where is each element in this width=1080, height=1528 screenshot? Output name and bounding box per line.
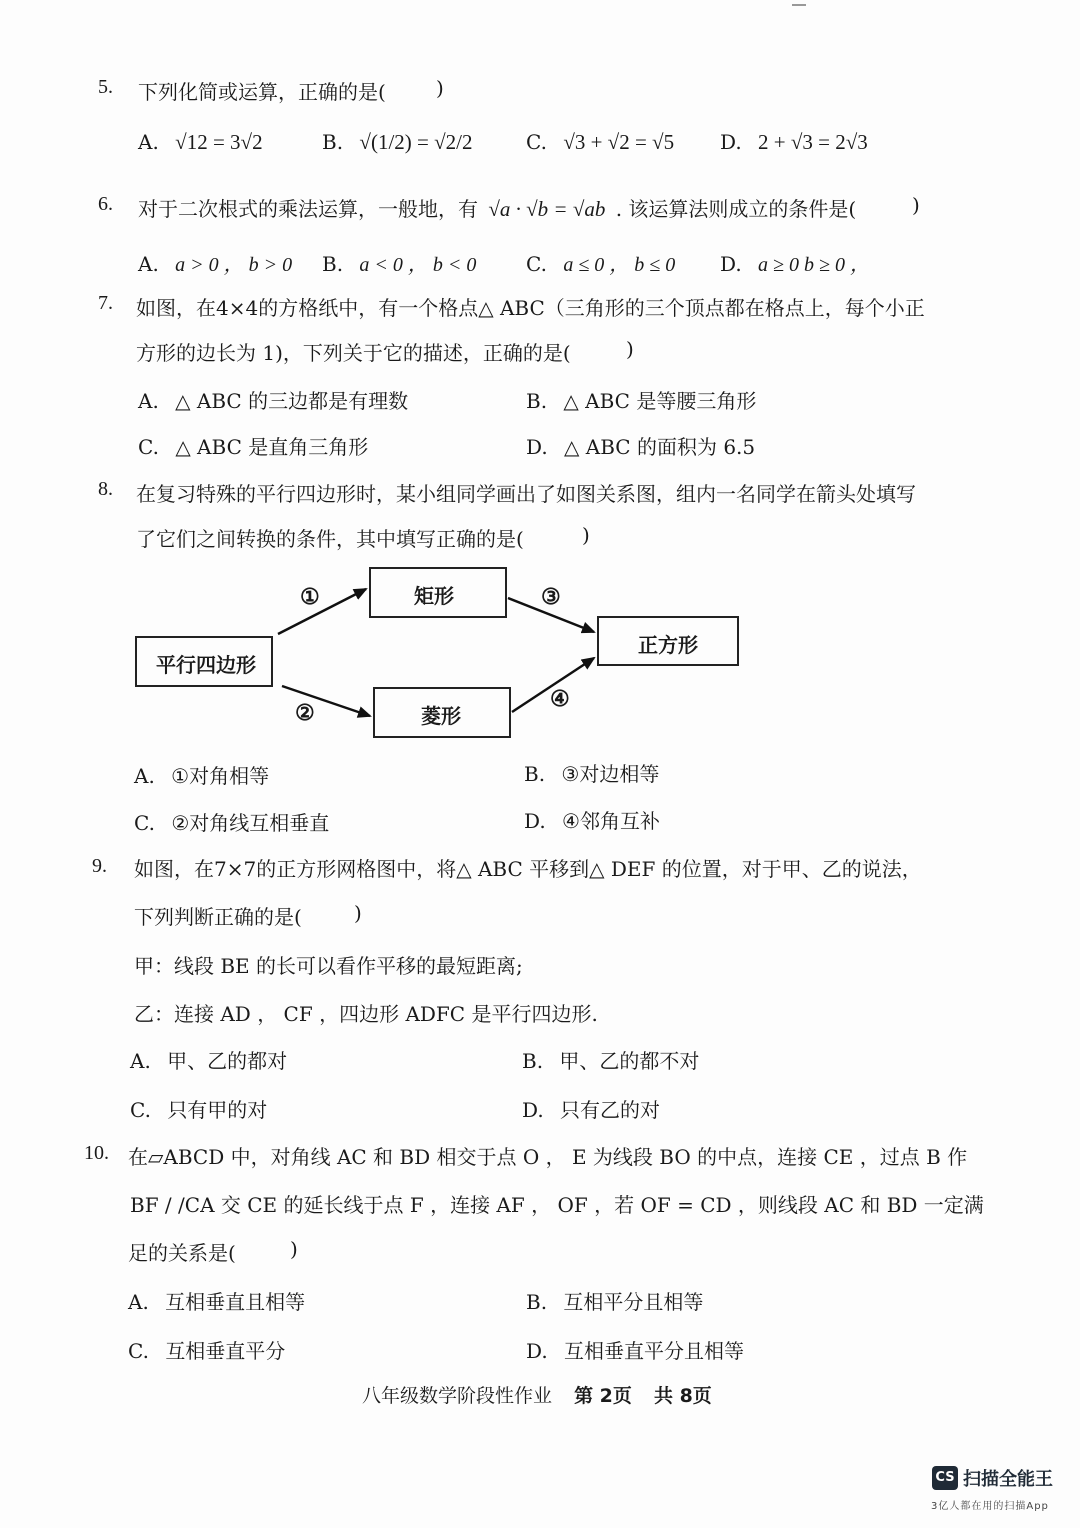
q8-option-d bbox=[524, 805, 660, 834]
q6-number: 6. bbox=[98, 193, 113, 215]
q8-number: 8. bbox=[98, 478, 113, 500]
camscanner-logo: CS bbox=[932, 1466, 958, 1490]
q7-option-d-text: △ ABC 的面积为 6.5 bbox=[564, 435, 756, 459]
q10-stem-close: ) bbox=[290, 1237, 298, 1261]
q10-stem-line2: BF / /CA 交 CE 的延长线于点 F ，连接 AF ， OF ，若 OF = CD ，则线段 AC 和 BD 一定满 bbox=[130, 1193, 984, 1217]
q6-option-d-text: a ≥ 0 b ≥ 0 ， bbox=[758, 254, 870, 276]
q6-stem-formula: √a · √b = √ab bbox=[488, 197, 606, 221]
node-rectangle: 矩形 bbox=[414, 584, 454, 608]
option-label: D. bbox=[526, 435, 548, 459]
q7-stem-line1: 如图，在4×4的方格纸中，有一个格点△ ABC（三角形的三个顶点都在格点上，每个小正 bbox=[136, 296, 925, 320]
option-label: B. bbox=[524, 762, 546, 786]
option-label: D. bbox=[720, 130, 742, 154]
q7-option-c-text: △ ABC 是直角三角形 bbox=[175, 435, 369, 459]
option-label: C. bbox=[134, 811, 155, 835]
camscanner-tagline: 3亿人都在用的扫描App bbox=[931, 1501, 1049, 1512]
q5-stem-close: ) bbox=[436, 76, 444, 100]
q8-option-a-text: ①对角相等 bbox=[171, 764, 270, 788]
q5-option-c-text: √3 + √2 = √5 bbox=[563, 130, 675, 154]
q9-option-c-text: 只有甲的对 bbox=[167, 1098, 268, 1122]
option-label: A. bbox=[134, 764, 155, 788]
q10-stem-line1: 在▱ABCD 中，对角线 AC 和 BD 相交于点 O ， E 为线段 BO 的中点，连接 CE ，过点 B 作 bbox=[128, 1145, 968, 1169]
option-label: B. bbox=[322, 130, 344, 154]
q8-stem-line1: 在复习特殊的平行四边形时，某小组同学画出了如图关系图，组内一名同学在箭头处填写 bbox=[136, 482, 916, 506]
q8-stem-close: ) bbox=[582, 523, 590, 547]
option-label: D. bbox=[524, 809, 546, 833]
q10-option-d bbox=[526, 1335, 744, 1364]
node-parallelogram: 平行四边形 bbox=[156, 653, 256, 677]
q5-number: 5. bbox=[98, 76, 113, 98]
arrow-1 bbox=[278, 589, 366, 634]
q9-number: 9. bbox=[92, 855, 107, 877]
option-label: C. bbox=[130, 1098, 151, 1122]
option-label: C. bbox=[138, 435, 159, 459]
q9-option-d bbox=[522, 1094, 660, 1123]
q5-option-b-text: √(1/2) = √2/2 bbox=[359, 130, 473, 154]
q8-option-c bbox=[134, 807, 329, 836]
q9-stem-line2: 下列判断正确的是( bbox=[134, 905, 302, 929]
q7-stem-close: ) bbox=[626, 337, 634, 361]
q10-option-c-text: 互相垂直平分 bbox=[165, 1339, 286, 1363]
option-label: B. bbox=[526, 1290, 548, 1314]
option-label: C. bbox=[526, 252, 547, 276]
q10-option-b-text: 互相平分且相等 bbox=[563, 1290, 704, 1314]
q6-stem-post: . 该运算法则成立的条件是( bbox=[615, 197, 857, 221]
q7-number: 7. bbox=[98, 292, 113, 314]
q5-stem: 下列化简或运算，正确的是( bbox=[138, 80, 386, 104]
option-label: A. bbox=[130, 1049, 151, 1073]
footer-title: 八年级数学阶段性作业 bbox=[362, 1385, 553, 1407]
q8-option-c-text: ②对角线互相垂直 bbox=[171, 811, 330, 835]
q10-stem-line3: 足的关系是( bbox=[128, 1241, 236, 1265]
q10-option-d-text: 互相垂直平分且相等 bbox=[564, 1339, 745, 1363]
q5-option-d-text: 2 + √3 = 2√3 bbox=[758, 130, 868, 154]
q9-option-c bbox=[130, 1094, 267, 1123]
footer-total: 共 8页 bbox=[653, 1385, 712, 1407]
option-label: A. bbox=[138, 130, 159, 154]
q8-option-d-text: ④邻角互补 bbox=[562, 809, 660, 833]
option-label: A. bbox=[138, 389, 159, 413]
q9-option-a bbox=[130, 1045, 287, 1074]
option-label: B. bbox=[322, 252, 344, 276]
q9-option-d-text: 只有乙的对 bbox=[560, 1098, 661, 1122]
option-label: B. bbox=[526, 389, 548, 413]
q7-option-a-text: △ ABC 的三边都是有理数 bbox=[175, 389, 409, 413]
q9-stem-line1: 如图，在7×7的正方形网格图中，将△ ABC 平移到△ DEF 的位置，对于甲、乙的说法， bbox=[134, 857, 922, 881]
q9-statement-jia: 甲：线段 BE 的长可以看作平移的最短距离; bbox=[134, 954, 523, 978]
q10-option-b bbox=[526, 1286, 703, 1315]
q8-option-b bbox=[524, 758, 659, 787]
arrow-label-4: ④ bbox=[550, 686, 570, 712]
q6-option-b-text: a < 0 ， b < 0 bbox=[359, 254, 477, 276]
q9-stem-close: ) bbox=[354, 901, 362, 925]
q9-option-b-text: 甲、乙的都不对 bbox=[559, 1049, 700, 1073]
node-square: 正方形 bbox=[638, 633, 698, 657]
q10-number: 10. bbox=[84, 1142, 109, 1164]
option-label: D. bbox=[720, 252, 742, 276]
page-footer bbox=[362, 1381, 712, 1408]
q8-option-a bbox=[134, 760, 269, 789]
option-label: D. bbox=[526, 1339, 548, 1363]
q7-stem-line2: 方形的边长为 1)，下列关于它的描述，正确的是( bbox=[136, 341, 571, 365]
q6-option-c-text: a ≤ 0 ， b ≤ 0 bbox=[563, 254, 676, 276]
camscanner-name: 扫描全能王 bbox=[963, 1469, 1053, 1490]
q5-option-a-text: √12 = 3√2 bbox=[175, 130, 263, 154]
node-rhombus: 菱形 bbox=[421, 704, 461, 728]
q6-stem-pre: 对于二次根式的乘法运算，一般地，有 bbox=[138, 197, 478, 221]
q10-option-a-text: 互相垂直且相等 bbox=[165, 1290, 306, 1314]
option-label: B. bbox=[522, 1049, 544, 1073]
option-label: C. bbox=[128, 1339, 149, 1363]
q9-option-a-text: 甲、乙的都对 bbox=[167, 1049, 288, 1073]
q9-option-b bbox=[522, 1045, 699, 1074]
q7-option-b-text: △ ABC 是等腰三角形 bbox=[563, 389, 757, 413]
q10-option-a bbox=[128, 1286, 305, 1315]
q6-stem-close: ) bbox=[912, 193, 920, 217]
arrow-label-1: ① bbox=[300, 584, 320, 610]
option-label: A. bbox=[128, 1290, 149, 1314]
option-label: A. bbox=[138, 252, 159, 276]
q8-stem-line2: 了它们之间转换的条件，其中填写正确的是( bbox=[136, 527, 524, 551]
q8-option-b-text: ③对边相等 bbox=[561, 762, 660, 786]
q10-option-c bbox=[128, 1335, 285, 1364]
q9-statement-yi: 乙：连接 AD ， CF ，四边形 ADFC 是平行四边形. bbox=[134, 1002, 598, 1026]
option-label: C. bbox=[526, 130, 547, 154]
arrow-label-2: ② bbox=[295, 700, 315, 726]
q6-option-a-text: a > 0 ， b > 0 bbox=[175, 254, 293, 276]
footer-page: 第 2页 bbox=[574, 1385, 632, 1407]
option-label: D. bbox=[522, 1098, 544, 1122]
arrow-label-3: ③ bbox=[541, 584, 561, 610]
